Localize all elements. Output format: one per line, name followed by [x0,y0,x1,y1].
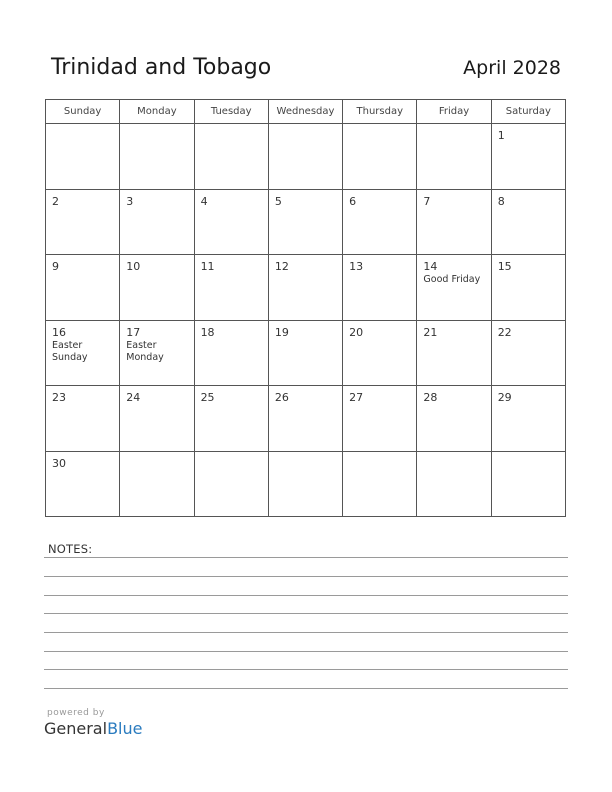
calendar-day-cell [268,124,342,190]
calendar-day-cell [491,124,565,190]
calendar-week-row [46,189,566,255]
calendar-day-cell [194,320,268,386]
calendar-day-content [343,386,416,405]
calendar-day-content [417,255,490,286]
day-number: 25 [200,391,215,404]
holiday-label: Good Friday [423,274,481,285]
calendar-day-cell [343,451,417,517]
weekday-header: Wednesday [268,100,342,124]
day-number: 30 [52,456,66,470]
calendar-day-content [492,255,565,274]
day-number: 22 [497,325,512,339]
calendar-day-cell [120,255,194,321]
calendar-week-row [46,255,566,321]
calendar-day-content [120,386,193,405]
calendar-day-cell [194,189,268,255]
calendar-day-content [492,190,565,209]
calendar-day-cell [46,124,120,190]
day-number: 9 [52,260,59,273]
weekday-header: Saturday [491,100,565,124]
calendar-day-content [343,255,416,274]
calendar-day-cell [417,124,491,190]
note-line [44,557,568,558]
note-line [44,595,568,596]
note-line [44,688,568,689]
note-line [44,669,568,670]
day-number: 14 [423,260,438,273]
day-number: 2 [52,194,59,208]
day-number: 6 [349,194,357,208]
calendar-day-cell [417,320,491,386]
calendar-day-content [492,386,565,405]
day-number: 27 [349,391,364,404]
holiday-label: Easter Monday [126,339,164,363]
holiday-label: Easter Sunday [52,339,88,363]
weekday-header: Tuesday [194,100,268,124]
calendar-day-content [417,452,490,457]
day-number: 21 [423,325,438,339]
day-number: 3 [126,194,134,208]
calendar-day-content [195,452,268,457]
calendar-day-content [46,124,119,129]
calendar-day-content [343,190,416,209]
day-number: 10 [126,260,141,273]
calendar-day-content [269,255,342,274]
calendar-day-cell [194,255,268,321]
calendar-day-content [269,124,342,129]
calendar-day-cell [417,451,491,517]
calendar-month-title: April 2028 [463,57,561,79]
day-number: 26 [274,391,289,404]
calendar-day-cell [343,255,417,321]
calendar-day-content [120,190,193,209]
calendar-day-content [46,321,119,364]
calendar-day-content [195,255,268,274]
notes-label: NOTES: [48,542,93,556]
weekday-header: Sunday [46,100,120,124]
day-number: 20 [349,325,364,339]
calendar-day-cell [491,386,565,452]
calendar-day-cell [120,320,194,386]
calendar-day-content [195,124,268,129]
calendar-day-content [120,452,193,457]
calendar-day-content [195,190,268,209]
calendar-week-row [46,124,566,190]
calendar-day-cell [491,189,565,255]
brand-logo [44,708,142,738]
day-number: 4 [200,194,208,208]
calendar-day-cell [120,451,194,517]
day-number: 15 [497,260,512,273]
calendar-day-content [343,321,416,340]
calendar-day-cell [491,255,565,321]
calendar-day-cell [46,189,120,255]
day-number: 28 [423,391,438,404]
calendar-week-row [46,320,566,386]
calendar-day-content [46,452,119,471]
calendar-day-content [46,190,119,209]
calendar-day-content [269,452,342,457]
calendar-day-cell [491,320,565,386]
calendar-day-cell [46,320,120,386]
calendar-day-cell [46,386,120,452]
calendar-day-cell [343,320,417,386]
calendar-day-content [417,124,490,129]
weekday-header: Friday [417,100,491,124]
calendar-day-cell [268,451,342,517]
calendar-day-content [343,452,416,457]
brand-name-general: General [44,719,108,738]
weekday-header-row [46,100,566,124]
calendar-country-title: Trinidad and Tobago [51,55,272,80]
calendar-day-cell [120,386,194,452]
day-number: 11 [200,260,215,273]
calendar-day-cell [491,451,565,517]
calendar-day-cell [268,320,342,386]
calendar-day-cell [194,451,268,517]
day-number: 29 [497,391,512,404]
brand-name-blue: Blue [107,719,143,738]
calendar-day-cell [194,124,268,190]
calendar-day-cell [46,255,120,321]
calendar-day-cell [268,189,342,255]
day-number: 5 [274,194,282,208]
calendar-day-content [269,321,342,340]
calendar-day-content [269,190,342,209]
calendar-day-cell [417,189,491,255]
note-line [44,632,568,633]
calendar-day-cell [343,189,417,255]
calendar-day-cell [417,386,491,452]
calendar-day-content [417,190,490,209]
calendar-day-content [417,321,490,340]
calendar-day-content [120,255,193,274]
day-number: 23 [52,391,66,404]
calendar-grid [45,99,566,517]
day-number: 24 [126,391,141,404]
calendar-day-content [46,386,119,405]
calendar-week-row [46,386,566,452]
calendar-day-content [492,124,565,143]
calendar-day-content [492,452,565,457]
day-number: 7 [423,194,431,208]
calendar-day-content [269,386,342,405]
calendar-week-row [46,451,566,517]
calendar-day-cell [268,386,342,452]
calendar-day-content [46,255,119,274]
calendar-day-cell [268,255,342,321]
calendar-day-content [120,124,193,129]
note-line [44,651,568,652]
calendar-day-content [417,386,490,405]
calendar-day-cell [194,386,268,452]
note-line [44,576,568,577]
day-number: 19 [274,325,289,339]
calendar-day-content [492,321,565,340]
brand-powered-by: powered by [47,708,105,718]
calendar-day-content [195,386,268,405]
calendar-day-content [343,124,416,129]
day-number: 13 [349,260,364,273]
calendar-day-cell [417,255,491,321]
day-number: 8 [497,194,505,208]
weekday-header: Thursday [343,100,417,124]
calendar-day-cell [343,124,417,190]
day-number: 18 [200,325,215,339]
day-number: 16 [52,325,66,339]
calendar-day-cell [120,189,194,255]
weekday-header: Monday [120,100,194,124]
calendar-day-content [120,321,193,364]
calendar-day-cell [46,451,120,517]
brand-name [44,719,142,738]
day-number: 17 [126,325,141,339]
day-number: 12 [274,260,289,273]
calendar-day-cell [343,386,417,452]
calendar-day-cell [120,124,194,190]
calendar-day-content [195,321,268,340]
day-number: 1 [497,129,505,142]
note-line [44,613,568,614]
